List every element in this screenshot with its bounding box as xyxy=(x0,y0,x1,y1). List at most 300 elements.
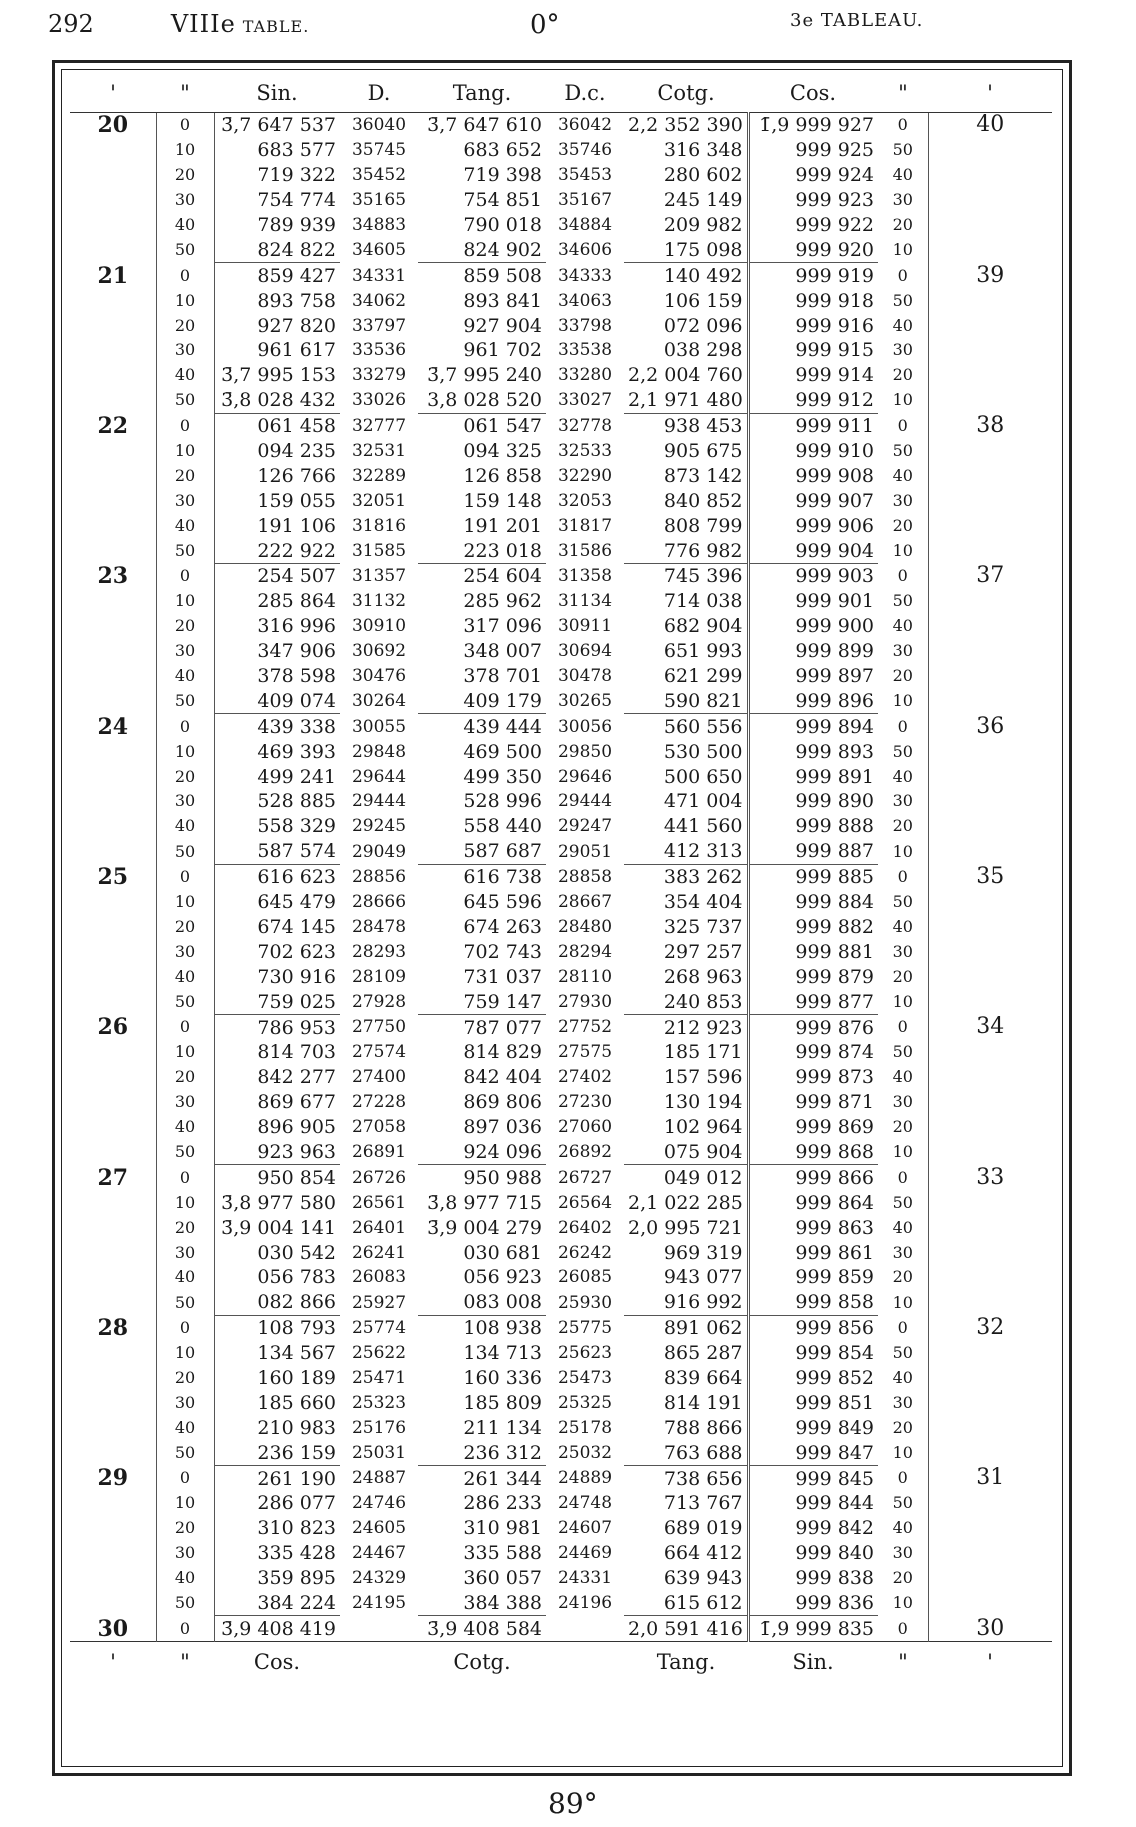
cell-min xyxy=(70,1491,156,1516)
cell-sin: 210 983 xyxy=(257,1416,336,1439)
cell-sec-right: 30 xyxy=(878,789,928,814)
cell-dc: 26402 xyxy=(557,1217,613,1238)
cell-cotg: 412 313 xyxy=(624,839,748,864)
cell-sec-right: 20 xyxy=(878,513,928,538)
cell-sec: 0 xyxy=(156,864,214,889)
cell-min-right xyxy=(928,664,1052,689)
table-row xyxy=(70,263,1052,288)
cell-min-right xyxy=(928,1491,1052,1516)
cell-sec-right: 40 xyxy=(878,463,928,488)
table-row xyxy=(70,288,1052,313)
cell-dc: 27402 xyxy=(557,1067,613,1088)
cell-tang: 159 148 xyxy=(463,489,542,512)
cell-sec-right: 50 xyxy=(878,288,928,313)
cell-sec: 30 xyxy=(156,338,214,363)
cell-sec: 40 xyxy=(156,1115,214,1140)
cell-sec: 30 xyxy=(156,188,214,213)
cell-tang: 3̄,7 995 240 xyxy=(427,364,542,387)
table-row xyxy=(70,1015,1052,1040)
cell-d: 24195 xyxy=(351,1593,407,1614)
cell-sin: 950 854 xyxy=(257,1166,336,1189)
cell-sec: 40 xyxy=(156,814,214,839)
cell-cos: 999 903 xyxy=(795,565,874,588)
cell-sec: 10 xyxy=(156,288,214,313)
cell-min xyxy=(70,939,156,964)
cell-min xyxy=(70,1366,156,1391)
cell-sec-right: 40 xyxy=(878,1065,928,1090)
cell-min-right xyxy=(928,1541,1052,1566)
table-row xyxy=(70,589,1052,614)
cell-sin: 683 577 xyxy=(257,139,336,162)
table-row xyxy=(70,688,1052,713)
cell-sin: 160 189 xyxy=(257,1366,336,1389)
col-header-tang: Tang. xyxy=(418,74,546,113)
cell-d: 34331 xyxy=(351,265,407,286)
cell-sin: 222 922 xyxy=(214,538,340,563)
cell-tang: 754 851 xyxy=(463,189,542,212)
table-row xyxy=(70,664,1052,689)
cell-cotg: 075 904 xyxy=(624,1140,748,1165)
cell-dc: 34333 xyxy=(557,265,613,286)
cell-cos: 999 852 xyxy=(795,1366,874,1389)
cell-cotg: 280 602 xyxy=(624,163,748,188)
cell-cotg: 776 982 xyxy=(624,538,748,563)
cell-min xyxy=(70,1566,156,1591)
cell-sec-right: 10 xyxy=(878,1290,928,1315)
cell-sec-right: 40 xyxy=(878,163,928,188)
cell-d: 29444 xyxy=(351,791,407,812)
cell-cos: 999 891 xyxy=(795,765,874,788)
cell-tang: 409 179 xyxy=(418,688,546,713)
cell-dc: 28110 xyxy=(557,966,613,987)
cell-dc: 24469 xyxy=(557,1543,613,1564)
cell-sec: 40 xyxy=(156,964,214,989)
cell-d: 30264 xyxy=(351,691,407,712)
cell-d: 28478 xyxy=(351,916,407,937)
degree-bottom: 89° xyxy=(548,1787,598,1820)
cell-cotg: 621 299 xyxy=(624,664,748,689)
cell-sec: 30 xyxy=(156,1541,214,1566)
cell-sec-right: 50 xyxy=(878,890,928,915)
cell-cotg: 209 982 xyxy=(624,213,748,238)
cell-d: 29848 xyxy=(351,741,407,762)
cell-tang: 3̄,7 647 610 xyxy=(427,114,542,137)
cell-tang: 3̄,9 408 584 xyxy=(427,1617,542,1640)
cell-cotg: 2,1 971 480 xyxy=(624,388,748,413)
cell-sec: 20 xyxy=(156,764,214,789)
cell-cotg: 106 159 xyxy=(624,288,748,313)
cell-sin: 254 507 xyxy=(257,565,336,588)
cell-dc: 25930 xyxy=(557,1292,613,1313)
cell-sin: 056 783 xyxy=(257,1266,336,1289)
cell-cos: 999 915 xyxy=(795,339,874,362)
cell-cotg: 441 560 xyxy=(624,814,748,839)
cell-d: 31357 xyxy=(351,566,407,587)
cell-tang: 094 325 xyxy=(463,440,542,463)
cell-cos: 999 893 xyxy=(795,740,874,763)
cell-min xyxy=(70,1516,156,1541)
cell-cotg: 530 500 xyxy=(624,739,748,764)
table-body xyxy=(70,113,1052,1642)
col-footer-d xyxy=(340,1642,418,1683)
col-footer-cos: Sin. xyxy=(748,1642,878,1683)
cell-min-right xyxy=(928,513,1052,538)
cell-sec: 50 xyxy=(156,1591,214,1616)
table-row xyxy=(70,163,1052,188)
cell-d: 32777 xyxy=(351,415,407,436)
cell-sec-right: 0 xyxy=(878,714,928,739)
cell-sec-right: 30 xyxy=(878,639,928,664)
cell-min xyxy=(70,1541,156,1566)
table-row xyxy=(70,639,1052,664)
cell-sec: 30 xyxy=(156,1240,214,1265)
cell-d: 25774 xyxy=(351,1317,407,1338)
cell-dc: 29850 xyxy=(557,741,613,762)
cell-sec: 50 xyxy=(156,388,214,413)
header-row xyxy=(70,74,1052,113)
cell-cotg: 788 866 xyxy=(624,1415,748,1440)
cell-cos: 999 916 xyxy=(795,314,874,337)
cell-cotg: 072 096 xyxy=(624,313,748,338)
cell-sec: 30 xyxy=(156,1090,214,1115)
cell-min-right xyxy=(928,1366,1052,1391)
cell-sec: 20 xyxy=(156,313,214,338)
cell-cotg: 325 737 xyxy=(624,915,748,940)
col-footer-sec-right: " xyxy=(878,1642,928,1683)
cell-tang: 160 336 xyxy=(463,1366,542,1389)
cell-dc: 26085 xyxy=(557,1267,613,1288)
cell-min xyxy=(70,1440,156,1465)
cell-tang: 528 996 xyxy=(463,790,542,813)
cell-cos: 999 894 xyxy=(795,715,874,738)
cell-min: 26 xyxy=(70,1015,156,1040)
cell-sec: 50 xyxy=(156,538,214,563)
cell-min-right: 38 xyxy=(976,412,1005,438)
cell-cos: 999 874 xyxy=(795,1041,874,1064)
cell-min-right xyxy=(928,614,1052,639)
cell-sec-right: 20 xyxy=(878,964,928,989)
cell-dc: 29646 xyxy=(557,766,613,787)
cell-dc: 34063 xyxy=(557,290,613,311)
cell-sin: 730 916 xyxy=(257,965,336,988)
cell-cotg: 840 852 xyxy=(624,488,748,513)
cell-dc: 26727 xyxy=(557,1167,613,1188)
cell-sin: 285 864 xyxy=(257,590,336,613)
cell-tang: 587 687 xyxy=(418,839,546,864)
table-row xyxy=(70,890,1052,915)
cell-sec-right: 0 xyxy=(878,1315,928,1340)
cell-min-right xyxy=(928,138,1052,163)
cell-cos: 999 877 xyxy=(748,989,878,1014)
cell-d: 33279 xyxy=(351,365,407,386)
cell-min-right xyxy=(928,789,1052,814)
col-header-min-right: ' xyxy=(928,74,1052,113)
cell-tang: 254 604 xyxy=(463,565,542,588)
cell-cotg: 560 556 xyxy=(624,714,748,739)
cell-tang: 360 057 xyxy=(463,1567,542,1590)
table-word: TABLE. xyxy=(242,17,310,36)
cell-cos: 999 897 xyxy=(795,665,874,688)
cell-min: 29 xyxy=(70,1466,156,1491)
cell-tang: 558 440 xyxy=(463,815,542,838)
cell-dc: 34884 xyxy=(557,215,613,235)
cell-dc: 27060 xyxy=(557,1117,613,1138)
cell-sin: 409 074 xyxy=(214,688,340,713)
cell-min-right xyxy=(928,688,1052,713)
table-row xyxy=(70,463,1052,488)
cell-d: 24605 xyxy=(351,1518,407,1539)
cell-tang: 191 201 xyxy=(463,514,542,537)
cell-sin: 159 055 xyxy=(257,489,336,512)
table-row xyxy=(70,213,1052,238)
cell-cos: 999 879 xyxy=(795,965,874,988)
cell-cos: 999 863 xyxy=(795,1216,874,1239)
cell-cotg: 651 993 xyxy=(624,639,748,664)
cell-cotg: 745 396 xyxy=(624,564,748,589)
cell-dc: 31817 xyxy=(557,515,613,536)
cell-d: 25031 xyxy=(351,1442,407,1463)
cell-sin: 558 329 xyxy=(257,815,336,838)
cell-sec-right: 20 xyxy=(878,213,928,238)
table-row xyxy=(70,538,1052,563)
cell-tang: 348 007 xyxy=(463,640,542,663)
cell-min-right: 37 xyxy=(976,563,1005,589)
cell-min-right: 32 xyxy=(976,1314,1005,1340)
cell-sec-right: 30 xyxy=(878,939,928,964)
col-footer-sec: " xyxy=(156,1642,214,1683)
cell-min-right xyxy=(928,890,1052,915)
cell-cotg: 714 038 xyxy=(624,589,748,614)
cell-min-right xyxy=(928,313,1052,338)
cell-min-right xyxy=(928,538,1052,563)
cell-d: 25927 xyxy=(351,1292,407,1313)
table-row xyxy=(70,814,1052,839)
cell-min-right: 34 xyxy=(976,1014,1005,1040)
cell-tang: 185 809 xyxy=(463,1391,542,1414)
cell-sec-right: 10 xyxy=(878,1591,928,1616)
cell-sin: 869 677 xyxy=(257,1091,336,1114)
table-row xyxy=(70,1265,1052,1290)
cell-tang: 439 444 xyxy=(463,715,542,738)
cell-cos: 999 869 xyxy=(795,1116,874,1139)
cell-tang: 499 350 xyxy=(463,765,542,788)
cell-d: 27928 xyxy=(351,991,407,1012)
cell-d: 30055 xyxy=(351,716,407,737)
cell-min xyxy=(70,188,156,213)
table-row xyxy=(70,188,1052,213)
cell-sec-right: 20 xyxy=(878,363,928,388)
cell-tang: 897 036 xyxy=(463,1116,542,1139)
cell-cos: 999 842 xyxy=(795,1517,874,1540)
cell-sec-right: 0 xyxy=(878,413,928,438)
cell-sec-right: 20 xyxy=(878,814,928,839)
cell-dc: 24331 xyxy=(557,1568,613,1589)
cell-sec: 20 xyxy=(156,1366,214,1391)
cell-cos: 999 851 xyxy=(795,1391,874,1414)
cell-min-right xyxy=(928,939,1052,964)
cell-min xyxy=(70,1140,156,1165)
cell-sec: 40 xyxy=(156,664,214,689)
cell-min: 23 xyxy=(70,564,156,589)
cell-tang: 869 806 xyxy=(463,1091,542,1114)
cell-dc: 26892 xyxy=(557,1142,613,1163)
cell-sec-right: 40 xyxy=(878,915,928,940)
cell-sec: 30 xyxy=(156,1390,214,1415)
cell-sec: 20 xyxy=(156,1065,214,1090)
cell-sec-right: 20 xyxy=(878,1415,928,1440)
table-row xyxy=(70,1466,1052,1491)
cell-sec-right: 50 xyxy=(878,739,928,764)
cell-cotg: 2,2 352 390 xyxy=(624,113,748,138)
cell-sec: 10 xyxy=(156,1040,214,1065)
cell-min-right xyxy=(928,288,1052,313)
cell-cos: 999 907 xyxy=(795,489,874,512)
cell-min xyxy=(70,915,156,940)
cell-min-right xyxy=(928,1265,1052,1290)
cell-min-right xyxy=(928,439,1052,464)
cell-dc: 35746 xyxy=(557,140,613,161)
cell-min: 21 xyxy=(70,263,156,288)
cell-tang: 3,8 028 520 xyxy=(418,388,546,413)
cell-sec: 0 xyxy=(156,564,214,589)
cell-cos: 999 881 xyxy=(795,940,874,963)
cell-sec-right: 0 xyxy=(878,113,928,138)
cell-d: 30692 xyxy=(351,641,407,662)
cell-tang: 236 312 xyxy=(418,1440,546,1465)
cell-dc: 27752 xyxy=(557,1017,613,1038)
cell-cos: 999 922 xyxy=(795,214,874,236)
page-number: 292 xyxy=(48,10,94,38)
table-row xyxy=(70,1616,1052,1642)
cell-min: 27 xyxy=(70,1165,156,1190)
cell-cos: 999 896 xyxy=(748,688,878,713)
cell-cos: 999 836 xyxy=(748,1591,878,1616)
cell-min xyxy=(70,313,156,338)
cell-dc: 29444 xyxy=(557,791,613,812)
cell-sec-right: 10 xyxy=(878,1140,928,1165)
table-row xyxy=(70,1240,1052,1265)
cell-min xyxy=(70,1341,156,1366)
table-row xyxy=(70,1541,1052,1566)
cell-sin: 927 820 xyxy=(257,314,336,337)
cell-sec-right: 40 xyxy=(878,1215,928,1240)
table-row xyxy=(70,513,1052,538)
table-row xyxy=(70,915,1052,940)
cell-dc: 25775 xyxy=(557,1317,613,1338)
cell-tang: 211 134 xyxy=(463,1416,542,1439)
cell-cotg: 639 943 xyxy=(624,1566,748,1591)
table-row xyxy=(70,839,1052,864)
cell-cos: 999 847 xyxy=(748,1440,878,1465)
cell-sec: 10 xyxy=(156,589,214,614)
cell-min-right xyxy=(928,1065,1052,1090)
cell-min xyxy=(70,1390,156,1415)
cell-sin: 893 758 xyxy=(257,289,336,312)
cell-cos: 999 876 xyxy=(795,1016,874,1039)
cell-sec: 0 xyxy=(156,413,214,438)
cell-min xyxy=(70,513,156,538)
cell-min xyxy=(70,639,156,664)
cell-sin: 108 793 xyxy=(257,1317,336,1340)
cell-tang: 787 077 xyxy=(463,1016,542,1039)
cell-sec: 20 xyxy=(156,915,214,940)
cell-sin: 896 905 xyxy=(257,1116,336,1139)
cell-cos: 999 920 xyxy=(748,237,878,262)
cell-sec-right: 30 xyxy=(878,1240,928,1265)
cell-cotg: 212 923 xyxy=(624,1015,748,1040)
cell-min-right xyxy=(928,915,1052,940)
cell-dc: 27930 xyxy=(557,991,613,1012)
cell-d: 30910 xyxy=(351,616,407,637)
cell-min: 25 xyxy=(70,864,156,889)
cell-dc: 26242 xyxy=(557,1242,613,1263)
cell-sec: 50 xyxy=(156,1290,214,1315)
cell-dc: 30911 xyxy=(557,616,613,637)
col-header-cos: Cos. xyxy=(748,74,878,113)
cell-tang: 814 829 xyxy=(463,1041,542,1064)
cell-d: 27750 xyxy=(351,1017,407,1038)
cell-min xyxy=(70,839,156,864)
cell-sec-right: 40 xyxy=(878,313,928,338)
cell-dc: 30265 xyxy=(557,691,613,712)
cell-cotg: 2,0 591 416 xyxy=(624,1616,748,1642)
cell-sin: 674 145 xyxy=(257,915,336,938)
cell-min-right: 30 xyxy=(976,1615,1005,1641)
cell-tang: 310 981 xyxy=(463,1517,542,1540)
cell-min-right: 35 xyxy=(976,863,1005,889)
cell-cotg: 713 767 xyxy=(624,1491,748,1516)
cell-tang: 859 508 xyxy=(463,264,542,287)
cell-min xyxy=(70,1065,156,1090)
cell-tang: 674 263 xyxy=(463,915,542,938)
cell-sec: 50 xyxy=(156,237,214,262)
cell-cotg: 102 964 xyxy=(624,1115,748,1140)
cell-d: 30476 xyxy=(351,666,407,687)
cell-cos: 999 849 xyxy=(795,1416,874,1439)
cell-min-right xyxy=(928,1591,1052,1616)
cell-tang: 719 398 xyxy=(463,164,542,187)
cell-d: 31585 xyxy=(351,540,407,561)
cell-sin: 261 190 xyxy=(257,1467,336,1490)
cell-sin: 347 906 xyxy=(257,640,336,663)
cell-sec-right: 10 xyxy=(878,839,928,864)
cell-sec: 40 xyxy=(156,363,214,388)
cell-d: 34605 xyxy=(351,240,407,261)
cell-d: 34883 xyxy=(351,215,407,235)
cell-sin: 3̄,9 004 141 xyxy=(221,1216,336,1239)
cell-min xyxy=(70,964,156,989)
table-row xyxy=(70,413,1052,438)
cell-cos: 999 859 xyxy=(795,1266,874,1289)
cell-sec-right: 50 xyxy=(878,1040,928,1065)
cell-d: 28856 xyxy=(351,866,407,887)
cell-sec: 0 xyxy=(156,1015,214,1040)
cell-sin: 645 479 xyxy=(257,891,336,914)
cell-min xyxy=(70,1190,156,1215)
cell-sin: 754 774 xyxy=(257,189,336,212)
cell-min xyxy=(70,1290,156,1315)
cell-tang: 683 652 xyxy=(463,139,542,162)
cell-d: 28109 xyxy=(351,966,407,987)
cell-sec-right: 10 xyxy=(878,237,928,262)
table-row xyxy=(70,1215,1052,1240)
cell-d: 26726 xyxy=(351,1167,407,1188)
cell-d: 27400 xyxy=(351,1067,407,1088)
cell-cos: 999 840 xyxy=(795,1542,874,1565)
cell-cos: 999 908 xyxy=(795,464,874,487)
cell-cos: 999 899 xyxy=(795,640,874,663)
cell-cos: 1̄,9 999 835 xyxy=(759,1617,874,1640)
